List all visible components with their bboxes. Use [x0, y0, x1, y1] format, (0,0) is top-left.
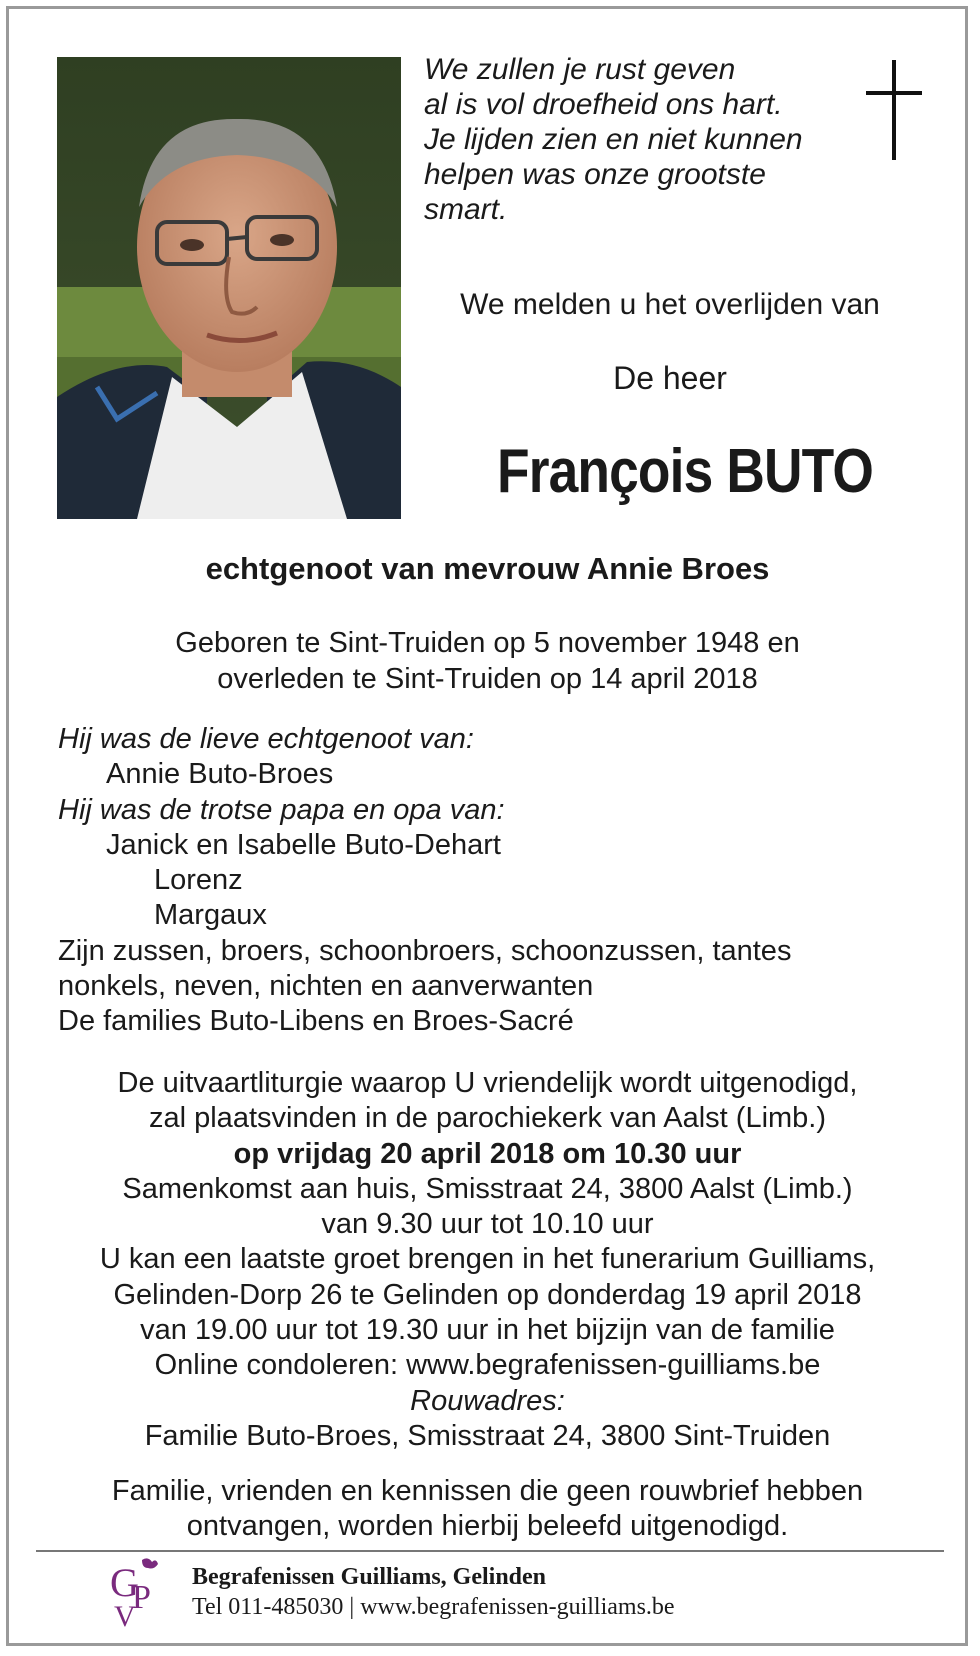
father-label: Hij was de trotse papa en opa van: — [58, 793, 505, 826]
poem-line: Je lijden zien en niet kunnen — [424, 123, 803, 156]
closing-line: Familie, vrienden en kennissen die geen rouwbrief hebben — [111, 1475, 864, 1507]
death-announcement: We melden u het overlijden van — [460, 288, 880, 321]
children-names: Janick en Isabelle Buto-Dehart — [106, 828, 501, 861]
visit-line: van 19.00 uur tot 19.30 uur in het bijzijn van de familie — [140, 1314, 835, 1347]
portrait-photo — [57, 57, 401, 519]
address-label: Rouwadres: — [410, 1384, 565, 1417]
footer-divider — [36, 1550, 944, 1552]
relatives-line: nonkels, neven, nichten en aanverwanten — [58, 970, 594, 1003]
honorific: De heer — [613, 360, 727, 396]
grandchild-name: Lorenz — [154, 864, 243, 897]
memorial-poem — [424, 52, 854, 227]
funeral-home-name: Begrafenissen Guilliams, Gelinden — [192, 1564, 547, 1590]
grandchild-name: Margaux — [154, 899, 267, 932]
family-list — [58, 722, 938, 1040]
families-line: De families Buto-Libens en Broes-Sacré — [58, 1005, 574, 1038]
gathering-time: van 9.30 uur tot 10.10 uur — [321, 1208, 654, 1241]
death-line: overleden te Sint-Truiden op 14 april 2018 — [217, 663, 758, 695]
service-line: zal plaatsvinden in de parochiekerk van Aalst (Limb.) — [148, 1102, 827, 1135]
spouse-line: echtgenoot van mevrouw Annie Broes — [205, 551, 770, 586]
life-dates — [0, 625, 975, 697]
husband-label: Hij was de lieve echtgenoot van: — [58, 723, 474, 755]
online-condolence: Online condoleren: www.begrafenissen-guilliams.be — [154, 1349, 821, 1382]
visit-line: U kan een laatste groet brengen in het funerarium Guilliams, — [99, 1243, 876, 1276]
birth-line: Geboren te Sint-Truiden op 5 november 1948 en — [175, 627, 800, 659]
svg-text:G: G — [110, 1560, 139, 1605]
service-details — [0, 1066, 975, 1454]
funeral-home-contact: Tel 011-485030 | www.begrafenissen-guilliams.be — [192, 1594, 675, 1620]
poem-line: al is vol droefheid ons hart. — [424, 88, 783, 121]
mourning-address: Familie Buto-Broes, Smisstraat 24, 3800 Sint-Truiden — [144, 1419, 831, 1452]
closing-line: ontvangen, worden hierbij beleefd uitgenodigd. — [186, 1510, 789, 1542]
service-line: De uitvaartliturgie waarop U vriendelijk wordt uitgenodigd, — [117, 1067, 858, 1099]
cross-icon — [864, 60, 924, 160]
svg-text:V: V — [114, 1600, 136, 1628]
svg-text:P: P — [132, 1579, 151, 1616]
service-datetime: op vrijdag 20 april 2018 om 10.30 uur — [233, 1137, 742, 1170]
relatives-line: Zijn zussen, broers, schoonbroers, schoonzussen, tantes — [58, 934, 792, 967]
visit-line: Gelinden-Dorp 26 te Gelinden op donderdag 19 april 2018 — [113, 1278, 862, 1311]
gathering-line: Samenkomst aan huis, Smisstraat 24, 3800 Aalst (Limb.) — [122, 1172, 853, 1205]
poem-line: We zullen je rust geven — [424, 53, 736, 86]
wife-name: Annie Buto-Broes — [106, 758, 334, 791]
poem-line: smart. — [424, 193, 508, 226]
poem-line: helpen was onze grootste — [424, 158, 766, 191]
deceased-name: François BUTO — [497, 437, 873, 506]
closing-note — [0, 1474, 975, 1544]
funeral-home-logo-icon — [108, 1556, 172, 1628]
